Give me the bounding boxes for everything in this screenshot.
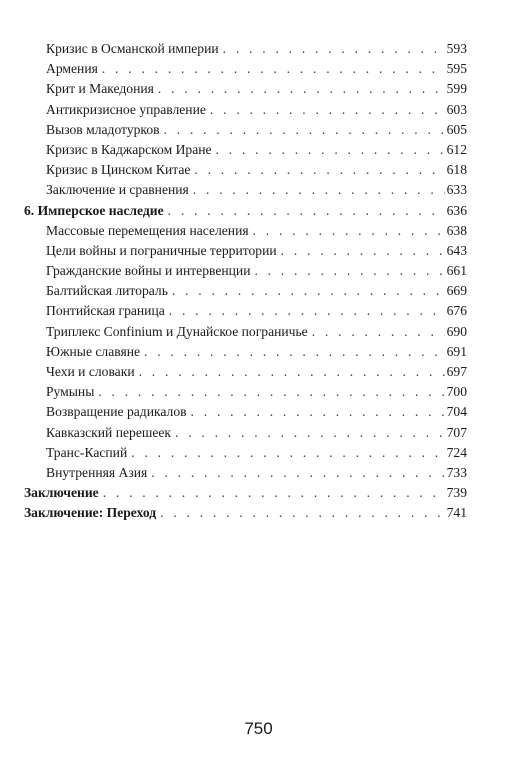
toc-entry-title: Кризис в Османской империи [46, 41, 219, 56]
dot-leader [172, 281, 445, 301]
toc-entry-title: Антикризисное управление [46, 101, 206, 117]
toc-entry-title: Понтийская граница [46, 303, 165, 319]
toc-entry-page: 638 [446, 222, 467, 238]
toc-entry-page: 704 [446, 404, 467, 420]
toc-entry-page: 697 [446, 364, 467, 379]
toc-entry-page: 599 [446, 81, 467, 97]
toc-entry [24, 241, 467, 261]
toc-entry-page: 605 [446, 121, 467, 137]
toc-entry [24, 160, 467, 180]
toc-entry-title: Заключение: Переход [24, 505, 157, 521]
toc-entry-title: Заключение [24, 485, 99, 501]
dot-leader [253, 221, 445, 241]
dot-leader [160, 503, 444, 523]
toc-entry-page: 739 [446, 485, 467, 501]
toc-entry [24, 402, 467, 422]
toc-entry [24, 79, 467, 99]
toc-entry-title: Транс-Каспий [46, 444, 128, 460]
dot-leader [158, 79, 445, 99]
toc-entry-title: Цели войны и пограничные территории [46, 242, 277, 258]
dot-leader [151, 463, 444, 483]
toc-entry-title: Триплекс Confinium и Дунайское пограничье [46, 323, 308, 339]
toc-chapter-entry [24, 503, 467, 523]
toc-entry [24, 281, 467, 301]
toc-entry [24, 180, 467, 200]
toc-entry-title: Армения [46, 61, 98, 77]
dot-leader [144, 342, 445, 362]
toc-entry-page: 724 [446, 444, 467, 460]
toc-entry [24, 261, 467, 281]
toc-entry-page: 741 [446, 505, 467, 521]
toc-entry-title: Южные славяне [46, 343, 141, 359]
toc-entry-title: Заключение и сравнения [46, 182, 189, 198]
toc-entry [24, 39, 467, 59]
toc-entry-page: 636 [446, 202, 467, 218]
dot-leader [210, 100, 445, 120]
dot-leader [193, 180, 445, 200]
toc-entry-title: Внутренняя Азия [46, 464, 148, 480]
dot-leader [103, 483, 445, 503]
dot-leader [168, 201, 445, 221]
toc-entry [24, 301, 467, 321]
toc-entry-page: 633 [446, 182, 467, 198]
toc-entry-page: 691 [446, 343, 467, 359]
toc-chapter-entry [24, 201, 467, 221]
dot-leader [169, 301, 445, 321]
toc-entry [24, 342, 467, 362]
toc-entry-title: Кризис в Цинском Китае [46, 162, 191, 178]
dot-leader [312, 322, 445, 342]
toc-entry [24, 322, 467, 342]
toc-entry [24, 140, 467, 160]
toc-entry-title: Гражданские войны и интервенции [46, 263, 251, 279]
toc-entry-page: 612 [446, 141, 467, 157]
toc-entry [24, 221, 467, 241]
table-of-contents [24, 39, 467, 524]
toc-entry-page: 593 [446, 41, 467, 56]
toc-entry-page: 669 [446, 283, 467, 299]
toc-entry [24, 100, 467, 120]
toc-entry-page: 603 [446, 101, 467, 117]
toc-entry-title: Чехи и словаки [46, 364, 135, 379]
dot-leader [191, 402, 445, 422]
toc-entry [24, 382, 467, 402]
toc-entry-page: 707 [446, 424, 467, 440]
toc-entry-title: Вызов младотурков [46, 121, 160, 137]
toc-entry [24, 362, 467, 382]
toc-entry-title: Кризис в Каджарском Иране [46, 141, 212, 157]
toc-entry-title: 6. Имперское наследие [24, 202, 164, 218]
toc-entry-page: 643 [446, 242, 467, 258]
dot-leader [194, 160, 444, 180]
toc-chapter-entry [24, 483, 467, 503]
toc-entry [24, 120, 467, 140]
dot-leader [164, 120, 445, 140]
toc-entry-title: Балтийская литораль [46, 283, 168, 299]
toc-entry [24, 443, 467, 463]
page-number: 750 [244, 719, 273, 738]
toc-entry-page: 595 [446, 61, 467, 77]
toc-entry-title: Крит и Македония [46, 81, 154, 97]
dot-leader [131, 443, 444, 463]
toc-entry [24, 423, 467, 443]
toc-entry [24, 59, 467, 79]
toc-entry-page: 690 [446, 323, 467, 339]
dot-leader [102, 59, 445, 79]
dot-leader [216, 140, 445, 160]
dot-leader [98, 382, 444, 402]
toc-entry-title: Румыны [46, 384, 95, 400]
dot-leader [281, 241, 445, 261]
toc-entry-page: 700 [446, 384, 467, 400]
toc-entry-title: Возвращение радикалов [46, 404, 187, 420]
dot-leader [223, 39, 445, 59]
dot-leader [139, 362, 445, 382]
toc-entry-page: 661 [446, 263, 467, 279]
toc-entry-title: Кавказский перешеек [46, 424, 172, 440]
toc-entry-title: Массовые перемещения населения [46, 222, 249, 238]
dot-leader [254, 261, 444, 281]
toc-entry [24, 463, 467, 483]
toc-entry-page: 676 [446, 303, 467, 319]
dot-leader [175, 423, 445, 443]
toc-entry-page: 733 [446, 464, 467, 480]
toc-entry-page: 618 [446, 162, 467, 178]
